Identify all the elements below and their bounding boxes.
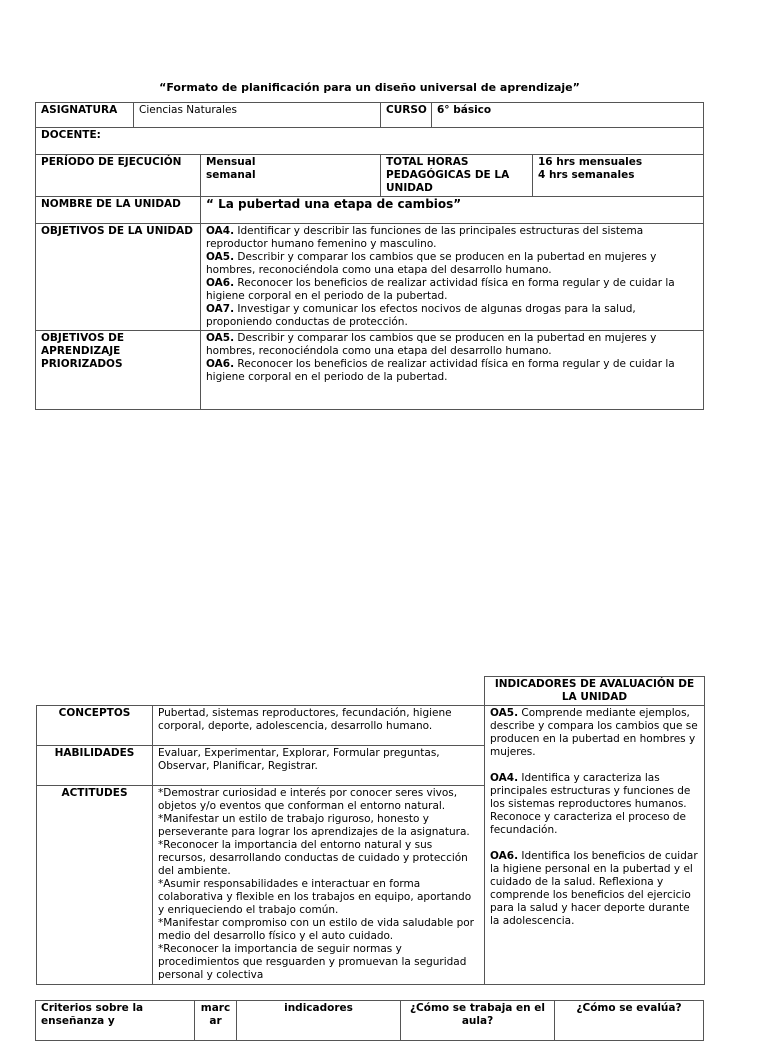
unit-table — [36, 676, 705, 985]
actitud-item: *Manifestar un estilo de trabajo riguroso, honesto y perseverante para lograr los aprendizajes de la asignatura. — [158, 813, 470, 838]
indicadores-list — [485, 706, 705, 985]
curso-value: 6° básico — [432, 103, 704, 128]
unidad-value: “ La pubertad una etapa de cambios” — [201, 197, 704, 224]
docente-label: DOCENTE: — [36, 128, 704, 155]
criteria-table — [35, 1000, 704, 1041]
actitud-item: *Manifestar compromiso con un estilo de vida saludable por medio del desarrollo físico y el auto cuidado. — [158, 917, 474, 942]
periodo-semanal: semanal — [206, 169, 256, 181]
curso-label: CURSO — [381, 103, 432, 128]
priorizados-list — [201, 331, 704, 410]
objetivo-item: OA6. Reconocer los beneficios de realizar actividad física en forma regular y de cuidar la higiene corporal en el periodo de la pubertad. — [206, 277, 675, 302]
total-semanal: 4 hrs semanales — [538, 169, 635, 181]
document-title: “Formato de planificación para un diseño universal de aprendizaje” — [159, 81, 580, 94]
priorizados-label: OBJETIVOS DE APRENDIZAJE PRIORIZADOS — [36, 331, 201, 410]
como-se-trabaja-header: ¿Cómo se trabaja en el aula? — [401, 1001, 555, 1041]
objetivos-label: OBJETIVOS DE LA UNIDAD — [36, 224, 201, 331]
habilidades-value: Evaluar, Experimentar, Explorar, Formular preguntas, Observar, Planificar, Registrar. — [153, 746, 485, 786]
asignatura-label: ASIGNATURA — [36, 103, 134, 128]
criterios-header: Criterios sobre la enseñanza y — [36, 1001, 195, 1041]
indicadores-col-header: indicadores — [237, 1001, 401, 1041]
objetivo-item: OA5. Describir y comparar los cambios que se producen en la pubertad en mujeres y hombres, reconociéndola como una etapa del desarrollo humano. — [206, 251, 657, 276]
marcar-header: marc ar — [195, 1001, 237, 1041]
objetivo-item: OA7. Investigar y comunicar los efectos nocivos de algunas drogas para la salud, proponiendo conductas de protección. — [206, 303, 636, 328]
total-mensual: 16 hrs mensuales — [538, 156, 643, 168]
asignatura-value: Ciencias Naturales — [134, 103, 381, 128]
unidad-label: NOMBRE DE LA UNIDAD — [36, 197, 201, 224]
habilidades-label: HABILIDADES — [37, 746, 153, 786]
actitud-item: *Demostrar curiosidad e interés por conocer seres vivos, objetos y/o eventos que conforman el entorno natural. — [158, 787, 458, 812]
actitudes-label: ACTITUDES — [37, 786, 153, 985]
conceptos-value: Pubertad, sistemas reproductores, fecundación, higiene corporal, deporte, adolescencia, desarrollo humano. — [153, 706, 485, 746]
periodo-value — [201, 155, 381, 197]
priorizado-item: OA6. Reconocer los beneficios de realizar actividad física en forma regular y de cuidar la higiene corporal en el periodo de la pubertad. — [206, 358, 675, 383]
indicador-item: OA4. Identifica y caracteriza las principales estructuras y funciones de los sistemas reproductores humanos. Reconoce y caracteriza el proceso de fecundación. — [490, 772, 691, 836]
indicadores-header: INDICADORES DE AVALUACIÓN DE LA UNIDAD — [485, 677, 705, 706]
periodo-label: PERÍODO DE EJECUCIÓN — [36, 155, 201, 197]
indicador-item: OA5. Comprende mediante ejemplos, describe y compara los cambios que se producen en la pubertad en hombres y mujeres. — [490, 707, 698, 758]
conceptos-label: CONCEPTOS — [37, 706, 153, 746]
total-horas-label: TOTAL HORAS PEDAGÓGICAS DE LA UNIDAD — [381, 155, 533, 197]
actitud-item: *Reconocer la importancia del entorno natural y sus recursos, desarrollando conductas de cuidado y protección del ambiente. — [158, 839, 468, 877]
indicador-item: OA6. Identifica los beneficios de cuidar la higiene personal en la pubertad y el cuidado de la salud. Reflexiona y comprende los beneficios del ejercicio para la salud y hacer deporte durante la adolescencia. — [490, 850, 698, 927]
priorizado-item: OA5. Describir y comparar los cambios que se producen en la pubertad en mujeres y hombres, reconociéndola como una etapa del desarrollo humano. — [206, 332, 657, 357]
planning-table — [35, 102, 704, 410]
periodo-mensual: Mensual — [206, 156, 256, 168]
total-horas-value — [533, 155, 704, 197]
actitudes-list — [153, 786, 485, 985]
objetivos-list — [201, 224, 704, 331]
objetivo-item: OA4. Identificar y describir las funciones de las principales estructuras del sistema reproductor humano femenino y masculino. — [206, 225, 644, 250]
actitud-item: *Reconocer la importancia de seguir normas y procedimientos que resguarden y promuevan la seguridad personal y colectiva — [158, 943, 467, 981]
como-se-evalua-header: ¿Cómo se evalúa? — [555, 1001, 704, 1041]
actitud-item: *Asumir responsabilidades e interactuar en forma colaborativa y flexible en los trabajos en equipo, aportando y enriqueciendo el trabajo común. — [158, 878, 472, 916]
